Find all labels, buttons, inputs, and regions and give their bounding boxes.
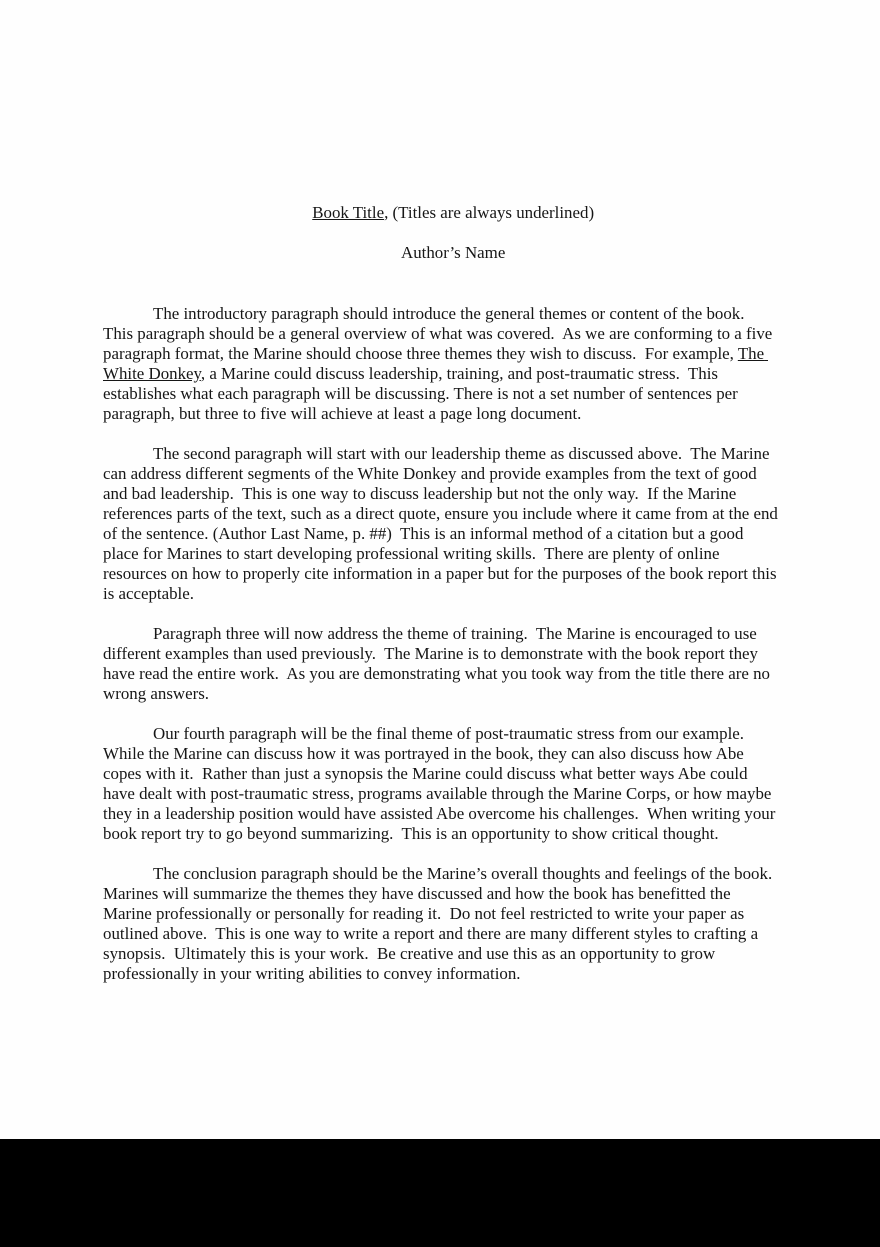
paragraph-leadership: The second paragraph will start with our leadership theme as discussed above. The Marine can address different segments of the White Donkey and provide examples from the text of good and bad leadership. This is one way to discuss leadership but not the only way. If the Marine references parts of the text, such as a direct quote, ensure you include where it came from at the end of the sentence. (Author Last Name, p. ##) This is an informal method of a citation but a good place for Marines to start developing professional writing skills. There are plenty of online resources on how to properly cite information in a paper but for the purposes of the book report this is acceptable.: [103, 444, 783, 603]
document-content: [103, 183, 783, 1004]
book-title-underlined: Book Title: [312, 203, 385, 222]
scan-bottom-matte: [0, 1139, 880, 1247]
book-title-suffix: , (Titles are always underlined): [384, 203, 595, 222]
paragraph-post-traumatic-stress: Our fourth paragraph will be the final theme of post-traumatic stress from our example. While the Marine can discuss how it was portrayed in the book, they can also discuss how Abe copes with it. Rather than just a synopsis the Marine could discuss what better ways Abe could have dealt with post-traumatic stress, programs available through the Marine Corps, or how maybe they in a leadership position would have assisted Abe overcome his challenges. When writing your book report try to go beyond summarizing. This is an opportunity to show critical thought.: [103, 724, 780, 843]
document-title-block: [103, 183, 778, 283]
author-name: Author’s Name: [401, 243, 506, 262]
paragraph-intro: [103, 304, 778, 424]
paragraph-intro-before: The introductory paragraph should introduce the general themes or content of the book. This paragraph should be a general overview of what was covered. As we are conforming to a five paragraph format, the Marine should choose three themes they wish to discuss. For example,: [103, 304, 777, 363]
book-title-reference-underlined: The White Donkey: [103, 344, 768, 383]
paragraph-training: Paragraph three will now address the theme of training. The Marine is encouraged to use different examples than used previously. The Marine is to demonstrate with the book report they have read the entire work. As you are demonstrating what you took way from the title there are no wrong answers.: [103, 624, 775, 703]
paragraph-conclusion: The conclusion paragraph should be the Marine’s overall thoughts and feelings of the book. Marines will summarize the themes they have discussed and how the book has benefitted the Marine professionally or personally for reading it. Do not feel restricted to write your paper as outlined above. This is one way to write a report and there are many different styles to crafting a synopsis. Ultimately this is your work. Be creative and use this as an opportunity to grow professionally in your writing abilities to convey information.: [103, 864, 781, 983]
paragraph-intro-after: , a Marine could discuss leadership, training, and post-traumatic stress. This establishes what each paragraph will be discussing. There is not a set number of sentences per paragraph, but three to five will achieve at least a page long document.: [103, 364, 743, 423]
